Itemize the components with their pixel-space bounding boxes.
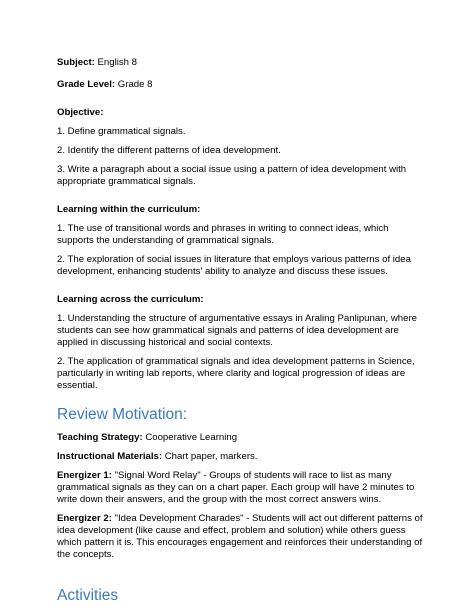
learning-within-item-2: 2. The exploration of social issues in literature that employs various patterns of idea development, enhancing students' ability to analyze and discuss these issues. bbox=[57, 254, 411, 277]
grade-level-line bbox=[57, 79, 423, 91]
document-body bbox=[57, 57, 423, 605]
energizer-1-label: Energizer 1: bbox=[57, 470, 112, 481]
learning-across-heading: Learning across the curriculum: bbox=[57, 294, 204, 305]
teaching-strategy-label: Teaching Strategy: bbox=[57, 432, 143, 443]
objective-item-3: 3. Write a paragraph about a social issue using a pattern of idea development with appropriate grammatical signals. bbox=[57, 164, 407, 187]
learning-within-item-1: 1. The use of transitional words and phrases in writing to connect ideas, which supports the understanding of grammatical signals. bbox=[57, 223, 389, 246]
subject-line bbox=[57, 57, 423, 69]
activities-heading: Activities bbox=[57, 587, 119, 604]
learning-within-heading: Learning within the curriculum: bbox=[57, 204, 201, 215]
energizer-2-label: Energizer 2: bbox=[57, 513, 112, 524]
teaching-strategy-line bbox=[57, 432, 423, 444]
energizer-1-text: "Signal Word Relay" - Groups of students will race to list as many grammatical signals as they can on a chart paper. Each group will have 2 minutes to write down their answers, and the group with the most correct answers wins. bbox=[57, 470, 415, 505]
learning-across-item-2: 2. The application of grammatical signals and idea development patterns in Science, particularly in writing lab reports, where clarity and logical progression of ideas are essential. bbox=[57, 356, 415, 391]
teaching-strategy-value: Cooperative Learning bbox=[142, 432, 238, 443]
subject-label: Subject: bbox=[57, 57, 95, 68]
energizer-1-paragraph bbox=[57, 470, 423, 506]
objective-item-2: 2. Identify the different patterns of idea development. bbox=[57, 145, 281, 156]
review-motivation-heading: Review Motivation: bbox=[57, 406, 188, 423]
instructional-materials-label: Instructional Materials: bbox=[57, 451, 163, 462]
energizer-2-text: "Idea Development Charades" - Students will act out different patterns of idea development (like cause and effect, problem and solution) while others guess which pattern it is. This encourages engagement and reinforces their understanding of the concepts. bbox=[57, 513, 423, 560]
objective-item-1: 1. Define grammatical signals. bbox=[57, 126, 186, 137]
grade-level-label: Grade Level: bbox=[57, 79, 116, 90]
learning-across-item-1: 1. Understanding the structure of argumentative essays in Araling Panlipunan, where students can see how grammatical signals and patterns of idea development are applied in discussing historical and social contexts. bbox=[57, 313, 417, 348]
grade-level-value: Grade 8 bbox=[115, 79, 153, 90]
subject-value: English 8 bbox=[94, 57, 137, 68]
instructional-materials-line bbox=[57, 451, 423, 463]
objective-heading: Objective: bbox=[57, 107, 104, 118]
instructional-materials-value: Chart paper, markers. bbox=[162, 451, 258, 462]
energizer-2-paragraph bbox=[57, 513, 423, 561]
